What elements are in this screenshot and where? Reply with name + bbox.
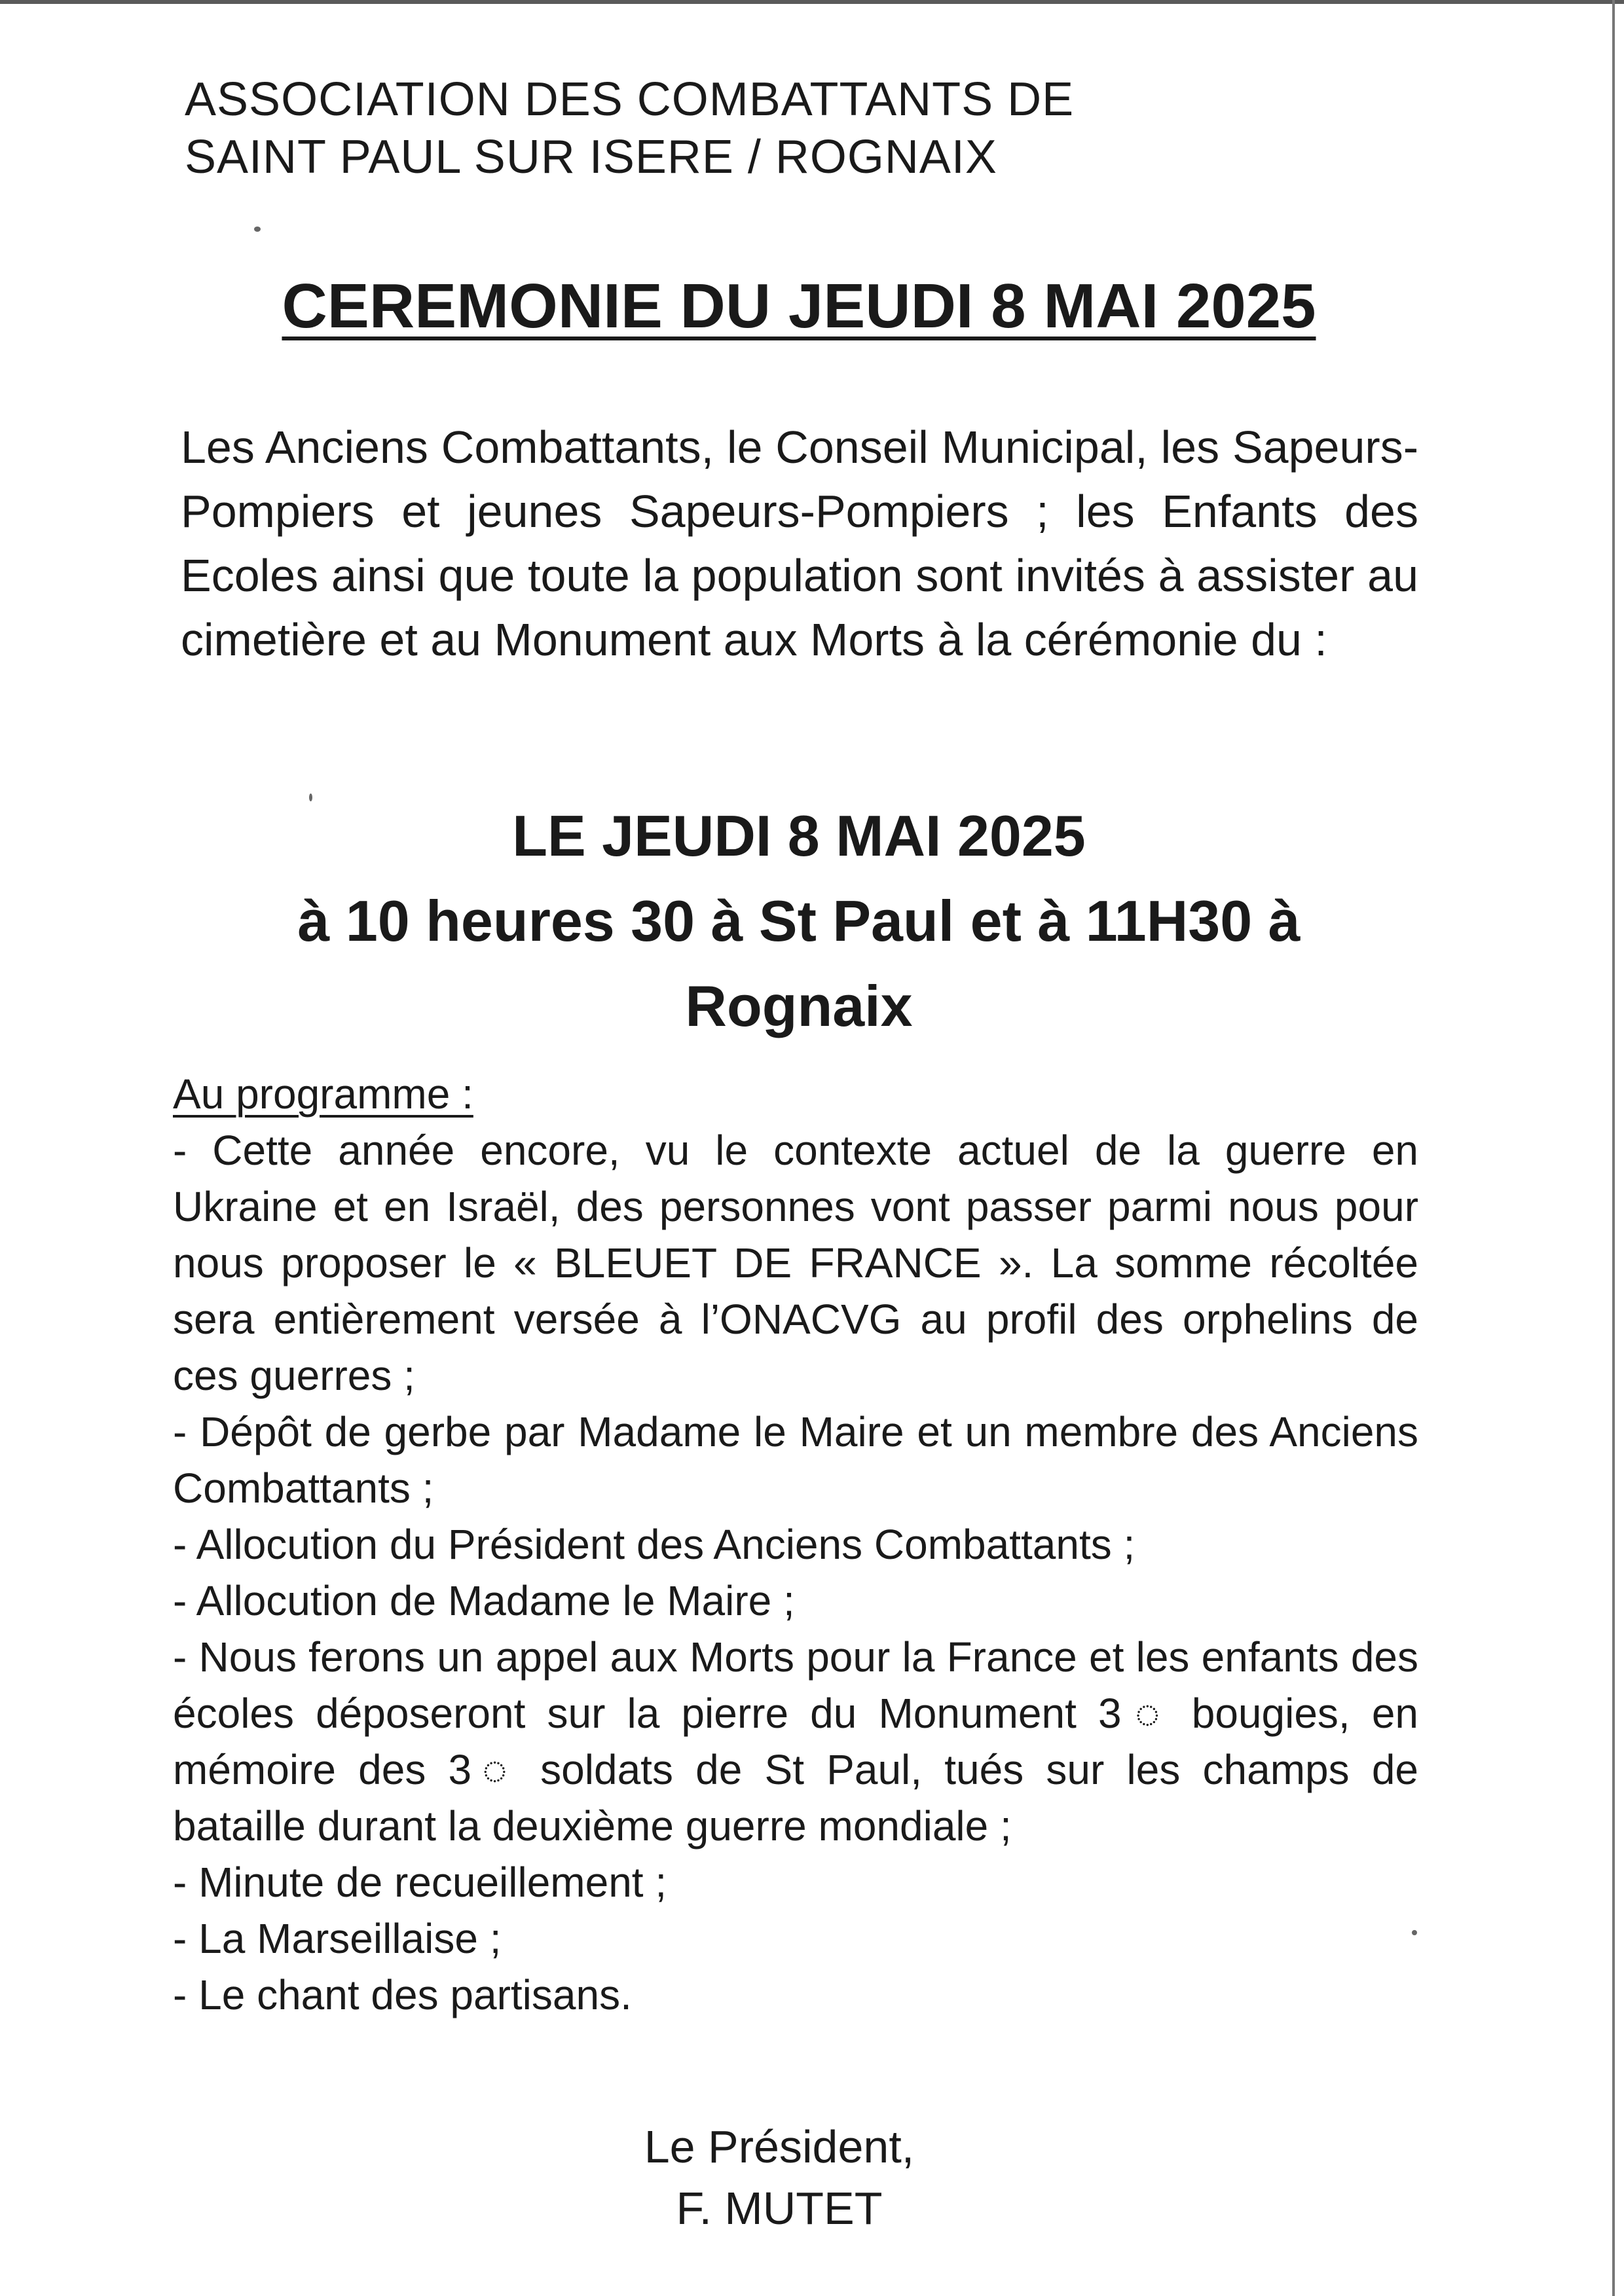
- signature-block: [616, 2116, 943, 2239]
- event-times: à 10 heures 30 à St Paul et à 11H30 à: [297, 888, 1301, 953]
- programme-item: - Minute de recueillement ;: [173, 1859, 667, 1906]
- scan-speck: [309, 793, 312, 801]
- programme-item: - Le chant des partisans.: [173, 1971, 632, 2018]
- event-date: LE JEUDI 8 MAI 2025: [512, 803, 1086, 868]
- invitation-paragraph: Les Anciens Combattants, le Conseil Municipal, les Sapeurs-Pompiers et jeunes Sapeurs-Pompiers ; les Enfants des Ecoles ainsi que toute la population sont invités à assister au cimetière et au Monument aux Morts à la cérémonie du :: [181, 422, 1418, 665]
- ceremony-title-text: CEREMONIE DU JEUDI 8 MAI 2025: [282, 271, 1316, 341]
- scan-speck: [1412, 1930, 1417, 1935]
- signature-name: F. MUTET: [676, 2183, 883, 2234]
- programme-heading: Au programme :: [173, 1070, 473, 1118]
- event-details: [0, 793, 1598, 1049]
- programme-item: - La Marseillaise ;: [173, 1915, 502, 1962]
- programme-item: - Nous ferons un appel aux Morts pour la France et les enfants des écoles déposeront sur la pierre du Monument 3 ◌ bougies, en mémoire des 3◌ soldats de St Paul, tués sur les champs de bataille durant la deuxième guerre mondiale ;: [173, 1633, 1418, 1850]
- ceremony-title: [0, 267, 1598, 346]
- association-name-line1: ASSOCIATION DES COMBATTANTS DE: [185, 73, 1075, 126]
- programme-section: [173, 1066, 1418, 2023]
- programme-item: - Cette année encore, vu le contexte actuel de la guerre en Ukraine et en Israël, des personnes vont passer parmi nous pour nous proposer le « BLEUET DE FRANCE ». La somme récoltée sera entièrement versée à l’ONACVG au profil des orphelins de ces guerres ;: [173, 1127, 1418, 1399]
- association-name-line2: SAINT PAUL SUR ISERE / ROGNAIX: [185, 131, 997, 183]
- programme-item: - Allocution de Madame le Maire ;: [173, 1577, 795, 1624]
- programme-item: - Allocution du Président des Anciens Combattants ;: [173, 1521, 1135, 1568]
- event-location: Rognaix: [685, 974, 913, 1038]
- signature-title: Le Président,: [644, 2121, 915, 2172]
- association-header: [185, 71, 1074, 186]
- programme-item: - Dépôt de gerbe par Madame le Maire et un membre des Anciens Combattants ;: [173, 1408, 1418, 1512]
- scan-speck: [254, 227, 261, 232]
